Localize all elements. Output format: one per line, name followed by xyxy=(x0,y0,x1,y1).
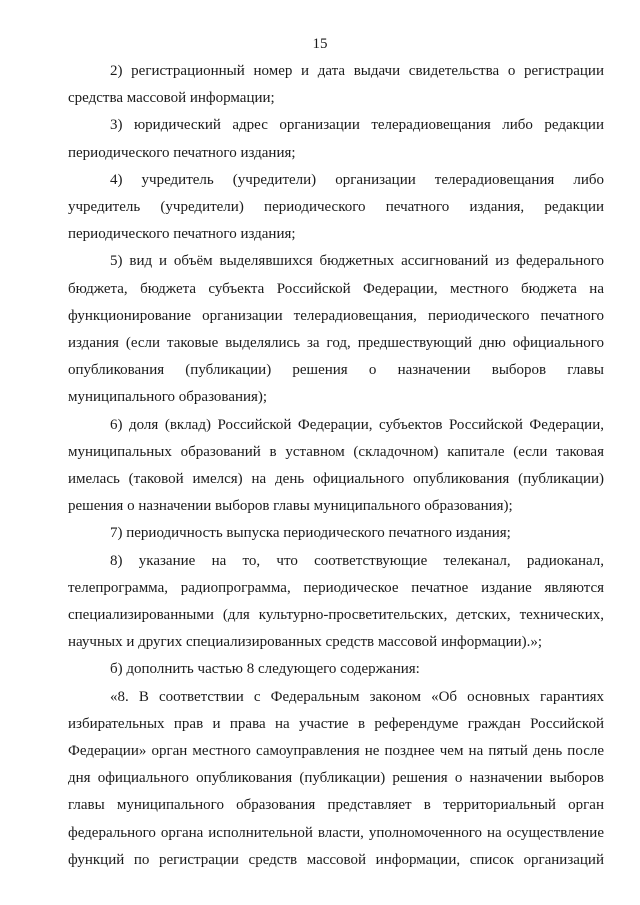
text-line: 7) периодичность выпуска периодического печатного издания; xyxy=(110,525,511,542)
text-line: муниципальных образований в уставном (складочном) капитале (если таковая xyxy=(68,443,604,460)
text-line: периодического печатного издания; xyxy=(68,144,296,161)
text-line: бюджета, бюджета субъекта Российской Федерации, местного бюджета на xyxy=(68,280,604,297)
text-line: Федерации» орган местного самоуправления не позднее чем на пятый день после xyxy=(68,743,604,760)
text-line: 2) регистрационный номер и дата выдачи свидетельства о регистрации xyxy=(110,63,604,79)
paragraph xyxy=(68,520,604,547)
text-line: муниципального образования); xyxy=(68,389,268,406)
text-line: учредитель (учредители) периодического печатного издания, редакции xyxy=(68,199,604,216)
paragraph xyxy=(68,58,604,112)
text-line: опубликования (публикации) решения о назначении выборов главы xyxy=(68,362,604,379)
text-line: имелась (таковой имелся) на день официального опубликования (публикации) xyxy=(68,471,604,488)
text-line: 8) указание на то, что соответствующие телеканал, радиоканал, xyxy=(110,552,604,569)
text-line: главы муниципального образования представляет в территориальный орган xyxy=(68,797,604,814)
text-line: 4) учредитель (учредители) организации телерадиовещания либо xyxy=(110,171,604,188)
text-line: федерального органа исполнительной власти, уполномоченного на осуществление xyxy=(68,824,604,841)
document-body xyxy=(68,58,604,874)
paragraph xyxy=(68,548,604,657)
page-number: 15 xyxy=(312,36,328,52)
text-line: издания (если таковые выделялись за год, предшествующий дню официального xyxy=(68,335,604,352)
text-line: 3) юридический адрес организации телерадиовещания либо редакции xyxy=(110,117,604,134)
paragraph xyxy=(68,112,604,166)
text-line: телепрограмма, радиопрограмма, периодическое печатное издание являются xyxy=(68,579,604,596)
text-line: решения о назначении выборов главы муниципального образования); xyxy=(68,498,513,515)
paragraph xyxy=(68,684,604,874)
text-line: функционирование организации телерадиовещания, периодического печатного xyxy=(68,307,604,324)
text-line: 6) доля (вклад) Российской Федерации, субъектов Российской Федерации, xyxy=(110,416,604,433)
text-line: функций по регистрации средств массовой информации, список организаций xyxy=(68,851,604,868)
text-line: периодического печатного издания; xyxy=(68,226,296,243)
text-line: специализированными (для культурно-просветительских, детских, технических, xyxy=(68,607,604,624)
text-line: б) дополнить частью 8 следующего содержания: xyxy=(110,661,420,678)
text-line: дня официального опубликования (публикации) решения о назначении выборов xyxy=(68,770,604,787)
paragraph xyxy=(68,167,604,249)
paragraph xyxy=(68,248,604,411)
text-line: «8. В соответствии с Федеральным законом «Об основных гарантиях xyxy=(110,688,604,705)
paragraph xyxy=(68,656,604,683)
text-line: научных и других специализированных средств массовой информации).»; xyxy=(68,634,543,651)
text-line: средства массовой информации; xyxy=(68,90,275,107)
paragraph xyxy=(68,412,604,521)
text-line: избирательных прав и права на участие в референдуме граждан Российской xyxy=(68,715,604,732)
text-line: 5) вид и объём выделявшихся бюджетных ассигнований из федерального xyxy=(110,253,604,270)
